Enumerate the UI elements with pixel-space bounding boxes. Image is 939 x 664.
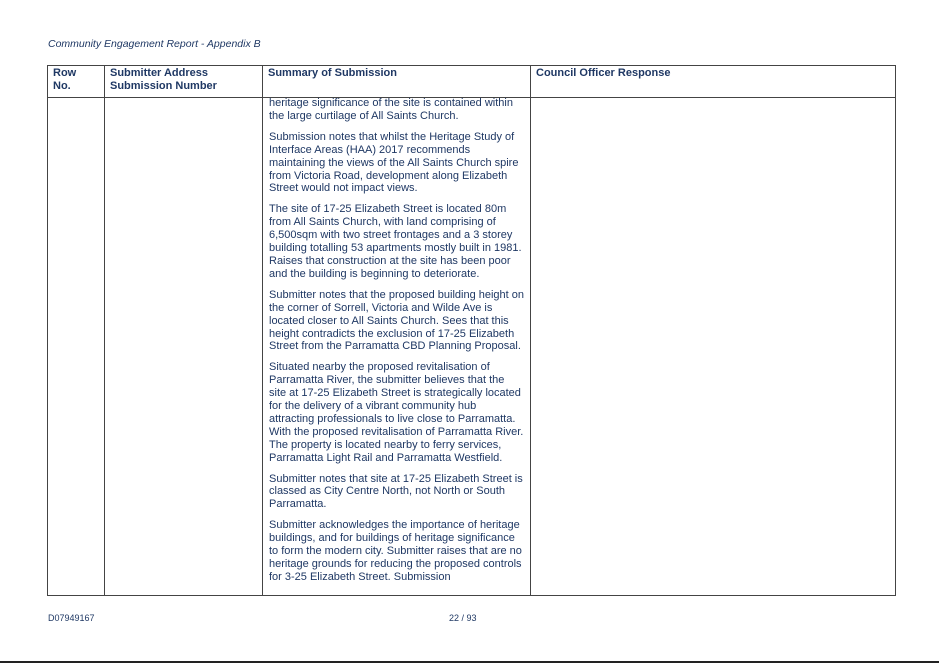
submissions-table [47, 65, 896, 596]
header-line: Row [53, 67, 77, 79]
table-header-row [48, 66, 896, 98]
column-header-submitter [105, 66, 263, 98]
summary-paragraph: Submitter notes that site at 17-25 Elizabeth Street is classed as City Centre North, not North or South Parramatta. [269, 472, 523, 511]
header-line: No. [53, 80, 71, 92]
header-line: Council Officer Response [536, 67, 671, 79]
response-cell [531, 98, 896, 596]
summary-paragraph: Situated nearby the proposed revitalisation of Parramatta River, the submitter believes that the site at 17-25 Elizabeth Street is strategically located for the delivery of a vibrant community hub attracting professionals to live close to Parramatta. With the proposed revitalisation of Parramatta River. The property is located nearby to ferry services, Parramatta Light Rail and Parramatta Westfield. [269, 361, 524, 464]
summary-paragraph: Submitter notes that the proposed building height on the corner of Sorrell, Victoria and Wilde Ave is located closer to All Saints Church. Sees that this height contradicts the exclusion of 17-25 Elizabeth Street from the Parramatta CBD Planning Proposal. [269, 288, 525, 353]
column-header-response [531, 66, 896, 98]
column-header-summary [263, 66, 531, 98]
summary-cell [263, 98, 531, 596]
summary-paragraph: Submission notes that whilst the Heritage Study of Interface Areas (HAA) 2017 recommends maintaining the views of the All Saints Church spire from Victoria Road, development along Elizabeth Street would not impact views. [269, 130, 519, 195]
document-id: D07949167 [48, 613, 95, 623]
summary-paragraph: heritage significance of the site is contained within the large curtilage of All Saints Church. [269, 97, 513, 122]
summary-paragraph: Submitter acknowledges the importance of heritage buildings, and for buildings of heritage significance to form the modern city. Submitter raises that are no heritage grounds for reducing the proposed controls for 3-25 Elizabeth Street. Submission [269, 519, 522, 583]
header-line: Summary of Submission [268, 67, 397, 79]
header-line: Submitter Address [110, 67, 209, 79]
bottom-divider [0, 661, 939, 663]
row-number-cell [48, 98, 105, 596]
summary-paragraph: The site of 17-25 Elizabeth Street is located 80m from All Saints Church, with land comprising of 6,500sqm with two street frontages and a 3 storey building totalling 53 apartments mostly built in 1981. Raises that construction at the site has been poor and the building is beginning to deteriorate. [269, 203, 522, 280]
document-header: Community Engagement Report - Appendix B [48, 38, 261, 50]
table-row [48, 98, 896, 596]
column-header-row-no [48, 66, 105, 98]
page-number: 22 / 93 [449, 613, 477, 623]
header-line: Submission Number [110, 80, 217, 92]
submitter-cell [105, 98, 263, 596]
